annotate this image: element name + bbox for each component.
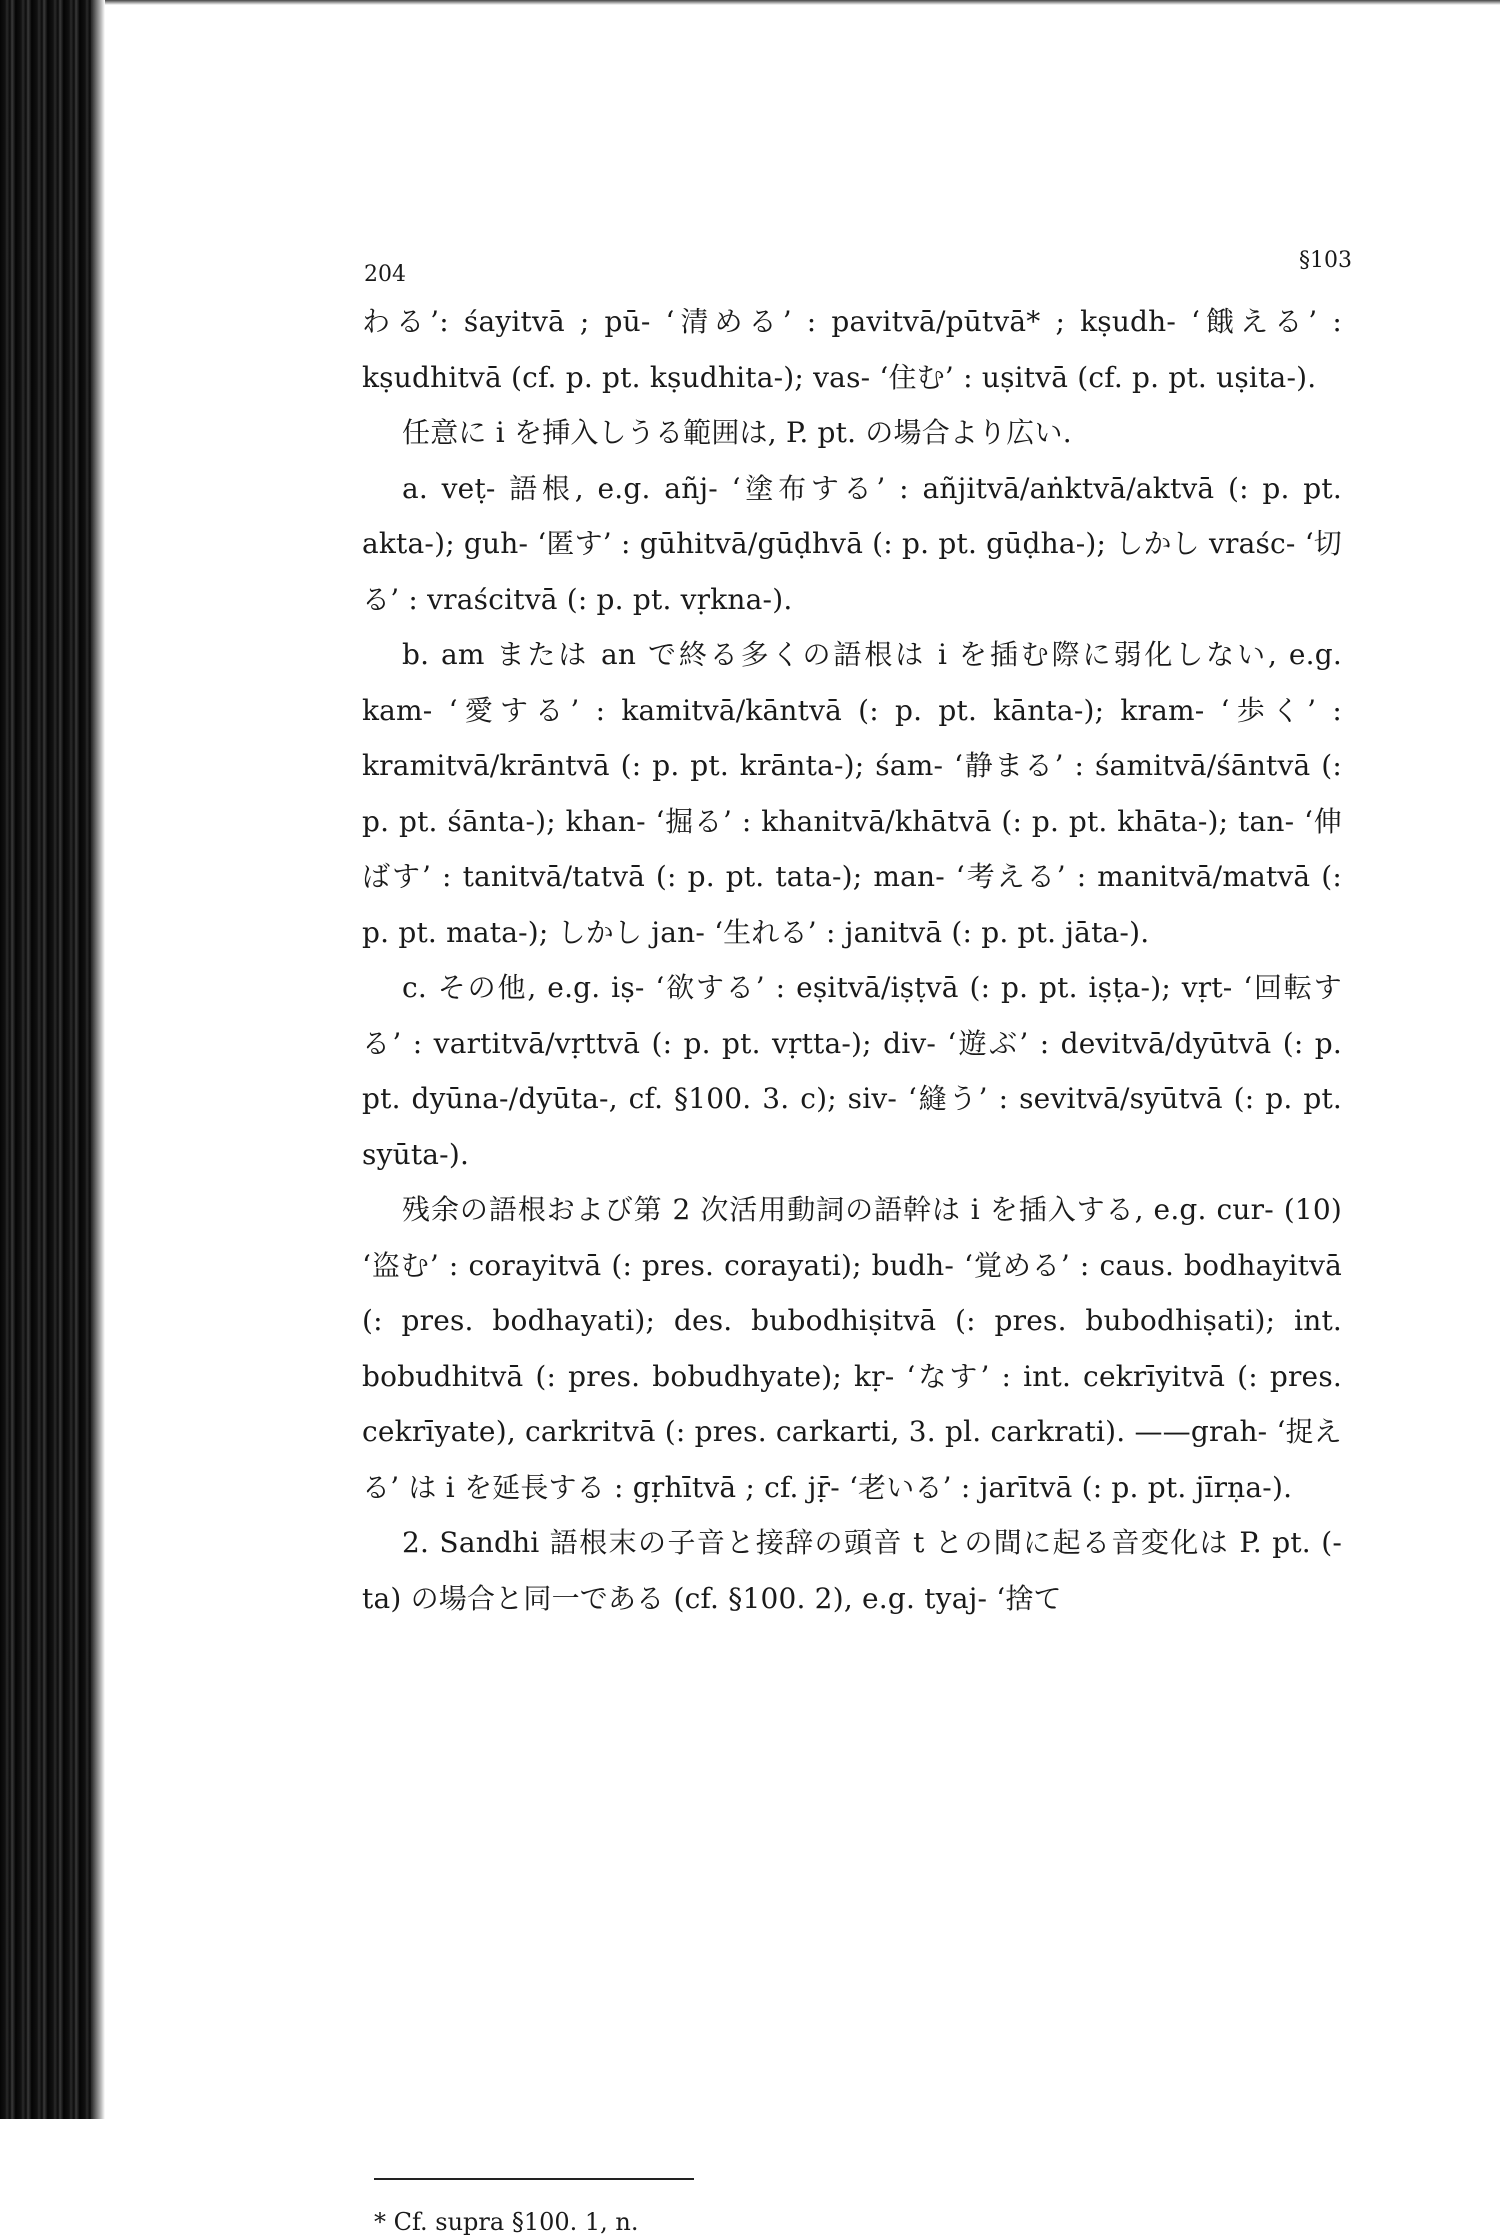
page-top-edge [105,0,1500,5]
paragraph-a-vet-roots: a. veṭ- 語根, e.g. añj- ‘塗布する’ : añjitvā/aṅktvā/aktvā (: p. pt. akta-); guh- ‘匿す’ : gūhitvā/gūḍhvā (: p. pt. gūḍha-); しかし vraśc- ‘切る’ : vraścitvā (: p. pt. vṛkna-). [362,471,1342,616]
paragraph-sandhi: 2. Sandhi 語根末の子音と接辞の頭音 t との間に起る音変化は P. pt. (-ta) の場合と同一である (cf. §100. 2), e.g. tyaj- ‘捨て [362,1526,1342,1615]
paragraph-continuation: わる’: śayitvā ; pū- ‘清める’ : pavitvā/pūtvā* ; kṣudh- ‘餓える’ : kṣudhitvā (cf. p. pt. kṣudhita-); vas- ‘住む’ : uṣitvā (cf. p. pt. uṣita-). [362,305,1342,394]
paragraph-optional-i: 任意に i を挿入しうる範囲は, P. pt. の場合より広い. [402,416,1072,449]
paragraph-c-others: c. その他, e.g. iṣ- ‘欲する’ : eṣitvā/iṣṭvā (: p. pt. iṣṭa-); vṛt- ‘回転する’ : vartitvā/vṛttvā (: p. pt. vṛtta-); div- ‘遊ぶ’ : devitvā/dyūtvā (: p. pt. dyūna-/dyūta-, cf. §100. 3. c); siv- ‘縫う’ : sevitvā/syūtvā (: p. pt. syūta-). [362,971,1342,1171]
section-reference: §103 [1299,248,1352,273]
book-page [362,248,1352,2236]
page-header [362,248,1352,292]
footnote-divider [374,2178,694,2180]
footnote: * Cf. supra §100. 1, n. [374,2208,639,2236]
paragraph-remaining-roots: 残余の語根および第 2 次活用動詞の語幹は i を插入する, e.g. cur- (10) ‘盗む’ : corayitvā (: pres. corayati); budh- ‘覚める’ : caus. bodhayitvā (: pres. bodhayati); des. bubodhiṣitvā (: pres. bubodhiṣati); int. bobudhitvā (: pres. bobudhyate); kṛ- ‘なす’ : int. cekrīyitvā (: pres. cekrīyate), carkritvā (: pres. carkarti, 3. pl. carkrati). ——grah- ‘捉える’ は i を延長する : gṛhītvā ; cf. jṝ- ‘老いる’ : jarītvā (: p. pt. jīrṇa-). [362,1193,1342,1504]
paragraph-b-am-an-roots: b. am または an で終る多くの語根は i を插む際に弱化しない, e.g. kam- ‘愛する’ : kamitvā/kāntvā (: p. pt. kānta-); kram- ‘歩く’ : kramitvā/krāntvā (: p. pt. krānta-); śam- ‘静まる’ : śamitvā/śāntvā (: p. pt. śānta-); khan- ‘掘る’ : khanitvā/khātvā (: p. pt. khāta-); tan- ‘伸ばす’ : tanitvā/tatvā (: p. pt. tata-); man- ‘考える’ : manitvā/matvā (: p. pt. mata-); しかし jan- ‘生れる’ : janitvā (: p. pt. jāta-). [362,638,1342,949]
body-text [362,294,1342,1626]
page-number: 204 [364,262,406,287]
book-spine-shadow [0,0,105,2119]
